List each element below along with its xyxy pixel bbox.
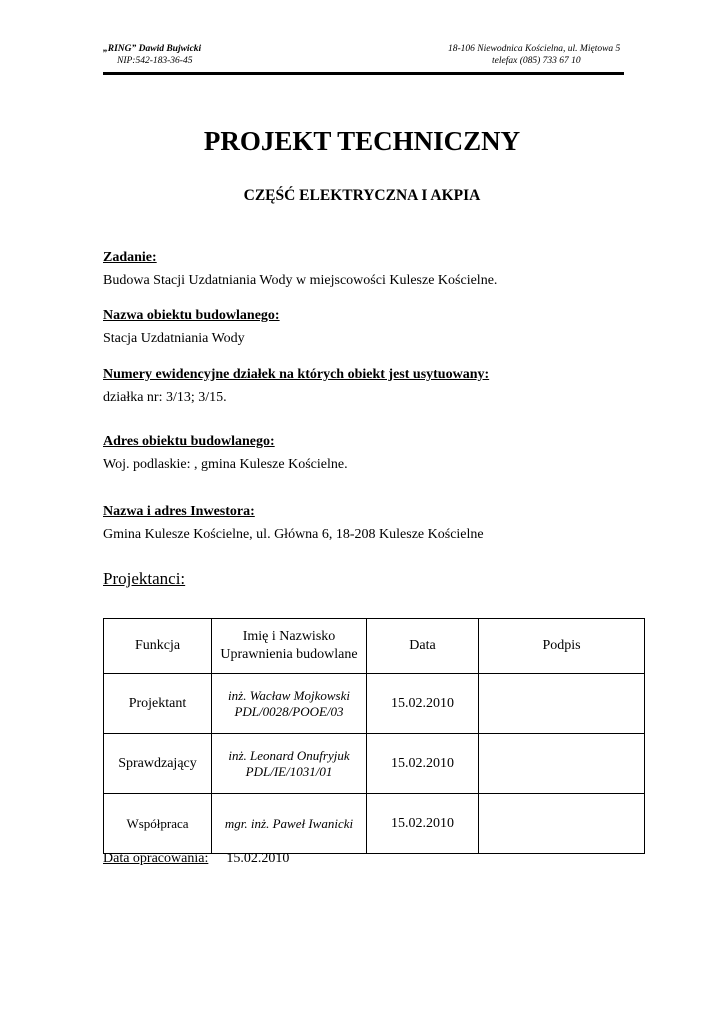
company-address: 18-106 Niewodnica Kościelna, ul. Miętowa 5	[448, 44, 621, 54]
table-header-row	[104, 619, 645, 674]
person-name: mgr. inż. Paweł Iwanicki	[224, 815, 354, 831]
cell-name	[212, 734, 367, 794]
header-divider	[103, 72, 624, 75]
header-podpis: Podpis	[479, 619, 645, 674]
cell-signature	[479, 734, 645, 794]
section-value: Gmina Kulesze Kościelne, ul. Główna 6, 18-208 Kulesze Kościelne	[103, 527, 484, 542]
document-title: PROJEKT TECHNICZNY	[203, 126, 521, 156]
section-inwestor	[103, 503, 484, 543]
section-label: Numery ewidencyjne działek na których obiekt jest usytuowany:	[103, 367, 490, 382]
header-imie-line2: Uprawnienia budowlane	[220, 647, 358, 662]
cell-signature	[479, 674, 645, 734]
company-nip: NIP:542-183-36-45	[117, 56, 193, 66]
section-label: Adres obiektu budowlanego:	[103, 434, 275, 449]
section-value: Woj. podlaskie: , gmina Kulesze Kościelne.	[103, 457, 348, 472]
company-phone: telefax (085) 733 67 10	[492, 56, 581, 66]
section-label: Zadanie:	[103, 250, 157, 265]
letterhead-right	[448, 43, 628, 67]
section-dzialki	[103, 366, 489, 406]
data-opracowania-value: 15.02.2010	[226, 851, 290, 866]
person-cert: PDL/IE/1031/01	[245, 763, 333, 779]
letterhead-left	[103, 43, 201, 67]
cell-funkcja: Sprawdzający	[104, 734, 212, 794]
table-row	[104, 734, 645, 794]
projektanci-heading: Projektanci:	[103, 569, 186, 588]
table-row	[104, 794, 645, 854]
section-value: Budowa Stacji Uzdatniania Wody w miejscowości Kulesze Kościelne.	[103, 273, 498, 288]
cell-date: 15.02.2010	[367, 674, 479, 734]
header-funkcja: Funkcja	[104, 619, 212, 674]
cell-date: 15.02.2010	[367, 794, 479, 854]
section-value: Stacja Uzdatniania Wody	[103, 331, 245, 346]
section-adres	[103, 433, 348, 473]
cell-signature	[479, 794, 645, 854]
table-row	[104, 674, 645, 734]
cell-name	[212, 794, 367, 854]
header-imie-line1: Imię i Nazwisko	[242, 629, 336, 644]
data-opracowania	[103, 851, 289, 867]
header-imie	[212, 619, 367, 674]
section-label: Nazwa i adres Inwestora:	[103, 504, 255, 519]
data-opracowania-label: Data opracowania:	[103, 851, 209, 866]
section-value: działka nr: 3/13; 3/15.	[103, 390, 227, 405]
cell-date: 15.02.2010	[367, 734, 479, 794]
company-name: „RING” Dawid Bujwicki	[103, 44, 202, 54]
document-subtitle: CZĘŚĆ ELEKTRYCZNA I AKPIA	[243, 187, 481, 204]
section-zadanie	[103, 249, 497, 289]
cell-funkcja: Współpraca	[104, 794, 212, 854]
header-data: Data	[367, 619, 479, 674]
section-obiekt	[103, 307, 280, 347]
person-name: inż. Leonard Onufryjuk	[228, 747, 350, 763]
designers-table	[103, 618, 645, 854]
cell-name	[212, 674, 367, 734]
cell-funkcja: Projektant	[104, 674, 212, 734]
section-label: Nazwa obiektu budowlanego:	[103, 308, 280, 323]
person-cert: PDL/0028/POOE/03	[234, 703, 344, 719]
person-name: inż. Wacław Mojkowski	[228, 687, 350, 703]
